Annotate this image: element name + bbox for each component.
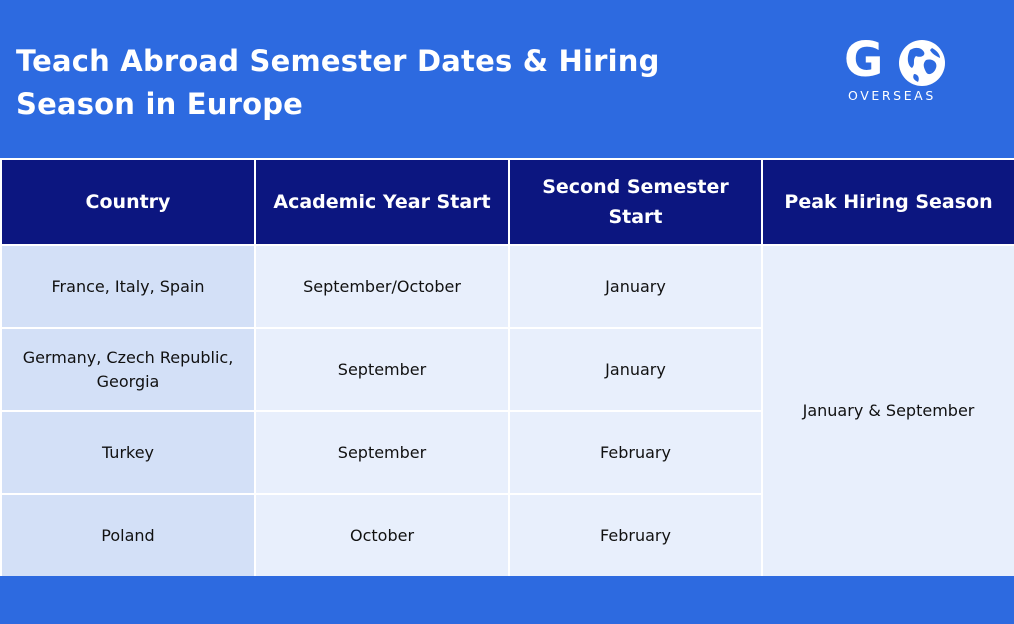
title-line-2: Season in Europe: [16, 87, 304, 121]
column-header-peak-hiring-season: Peak Hiring Season: [762, 159, 1014, 245]
second-semester-cell: January: [509, 245, 762, 328]
column-header-second-semester-start: Second Semester Start: [509, 159, 762, 245]
table-row: [1, 245, 1014, 328]
academic-start-cell: September: [255, 328, 509, 411]
column-header-country: Country: [1, 159, 255, 245]
go-overseas-logo: [840, 34, 956, 108]
globe-icon: [896, 38, 948, 88]
logo-word: G: [844, 32, 882, 88]
second-semester-cell: February: [509, 411, 762, 494]
logo-subtitle: OVERSEAS: [848, 88, 936, 103]
footer-band: [0, 576, 1014, 624]
table-header-row: [1, 159, 1014, 245]
second-semester-cell: February: [509, 494, 762, 577]
country-cell: Poland: [1, 494, 255, 577]
peak-hiring-cell: January & September: [762, 245, 1014, 577]
country-cell: France, Italy, Spain: [1, 245, 255, 328]
academic-start-cell: September/October: [255, 245, 509, 328]
country-cell: Turkey: [1, 411, 255, 494]
academic-start-cell: September: [255, 411, 509, 494]
second-semester-cell: January: [509, 328, 762, 411]
country-cell: Germany, Czech Republic, Georgia: [1, 328, 255, 411]
semester-table: [0, 158, 1014, 578]
title-line-1: Teach Abroad Semester Dates & Hiring: [16, 44, 660, 78]
column-header-academic-year-start: Academic Year Start: [255, 159, 509, 245]
page-title: [16, 40, 660, 126]
academic-start-cell: October: [255, 494, 509, 577]
